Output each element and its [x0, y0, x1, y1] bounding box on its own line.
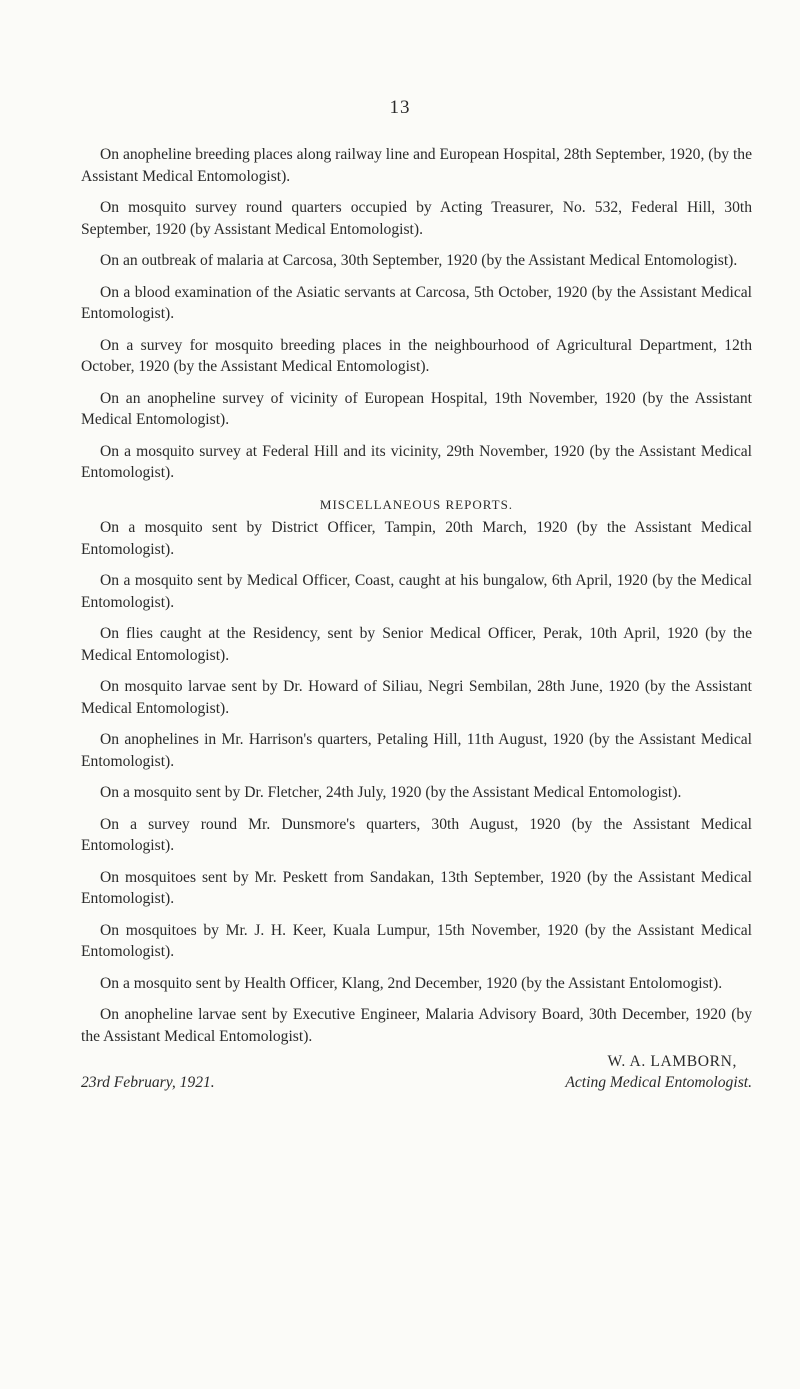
report-entry: On a blood examination of the Asiatic servants at Carcosa, 5th October, 1920 (by the Assistant Medical Entomologist).	[81, 283, 752, 322]
signature-date: 23rd February, 1921.	[81, 1074, 215, 1091]
report-entry: On anopheline breeding places along railway line and European Hospital, 28th September, 1920, (by the Assistant Medical Entomologist).	[81, 146, 752, 185]
report-entry: On mosquitoes by Mr. J. H. Keer, Kuala Lumpur, 15th November, 1920 (by the Assistant Medical Entomologist).	[81, 921, 752, 960]
report-entry: On mosquito larvae sent by Dr. Howard of Siliau, Negri Sembilan, 28th June, 1920 (by the Assistant Medical Entomologist).	[81, 678, 752, 717]
report-entry: On anopheline larvae sent by Executive Engineer, Malaria Advisory Board, 30th December, 1920 (by the Assistant Medical Entomologist).	[81, 1006, 752, 1045]
report-entry: On a mosquito sent by Dr. Fletcher, 24th July, 1920 (by the Assistant Medical Entomologist).	[100, 784, 682, 801]
report-entry: On flies caught at the Residency, sent by Senior Medical Officer, Perak, 10th April, 1920 (by the Medical Entomologist).	[81, 625, 752, 664]
report-entry: On a survey for mosquito breeding places in the neighbourhood of Agricultural Department, 12th October, 1920 (by the Assistant Medical Entomologist).	[81, 336, 752, 375]
report-entry: On a mosquito sent by Medical Officer, Coast, caught at his bungalow, 6th April, 1920 (by the Medical Entomologist).	[81, 572, 752, 611]
document-body	[81, 144, 752, 1095]
page-number: 13	[389, 97, 411, 118]
signature-block	[81, 1051, 752, 1095]
report-entry: On a mosquito survey at Federal Hill and its vicinity, 29th November, 1920 (by the Assistant Medical Entomologist).	[81, 442, 752, 481]
section-heading: MISCELLANEOUS REPORTS.	[319, 496, 514, 512]
report-entry: On an outbreak of malaria at Carcosa, 30th September, 1920 (by the Assistant Medical Entomologist).	[100, 252, 738, 269]
report-entry: On an anopheline survey of vicinity of European Hospital, 19th November, 1920 (by the Assistant Medical Entomologist).	[81, 389, 752, 428]
signatory-name: W. A. LAMBORN,	[607, 1053, 737, 1070]
report-entry: On mosquito survey round quarters occupied by Acting Treasurer, No. 532, Federal Hill, 30th September, 1920 (by Assistant Medical Entomologist).	[81, 199, 752, 238]
report-entry: On a mosquito sent by Health Officer, Klang, 2nd December, 1920 (by the Assistant Entolomogist).	[100, 974, 723, 992]
report-entry: On a survey round Mr. Dunsmore's quarters, 30th August, 1920 (by the Assistant Medical Entomologist).	[81, 815, 752, 854]
report-entry: On anophelines in Mr. Harrison's quarters, Petaling Hill, 11th August, 1920 (by the Assistant Medical Entomologist).	[81, 731, 752, 770]
report-entry: On mosquitoes sent by Mr. Peskett from Sandakan, 13th September, 1920 (by the Assistant Medical Entomologist).	[81, 868, 752, 907]
signatory-title: Acting Medical Entomologist.	[565, 1074, 752, 1091]
report-entry: On a mosquito sent by District Officer, Tampin, 20th March, 1920 (by the Assistant Medical Entomologist).	[81, 519, 752, 558]
